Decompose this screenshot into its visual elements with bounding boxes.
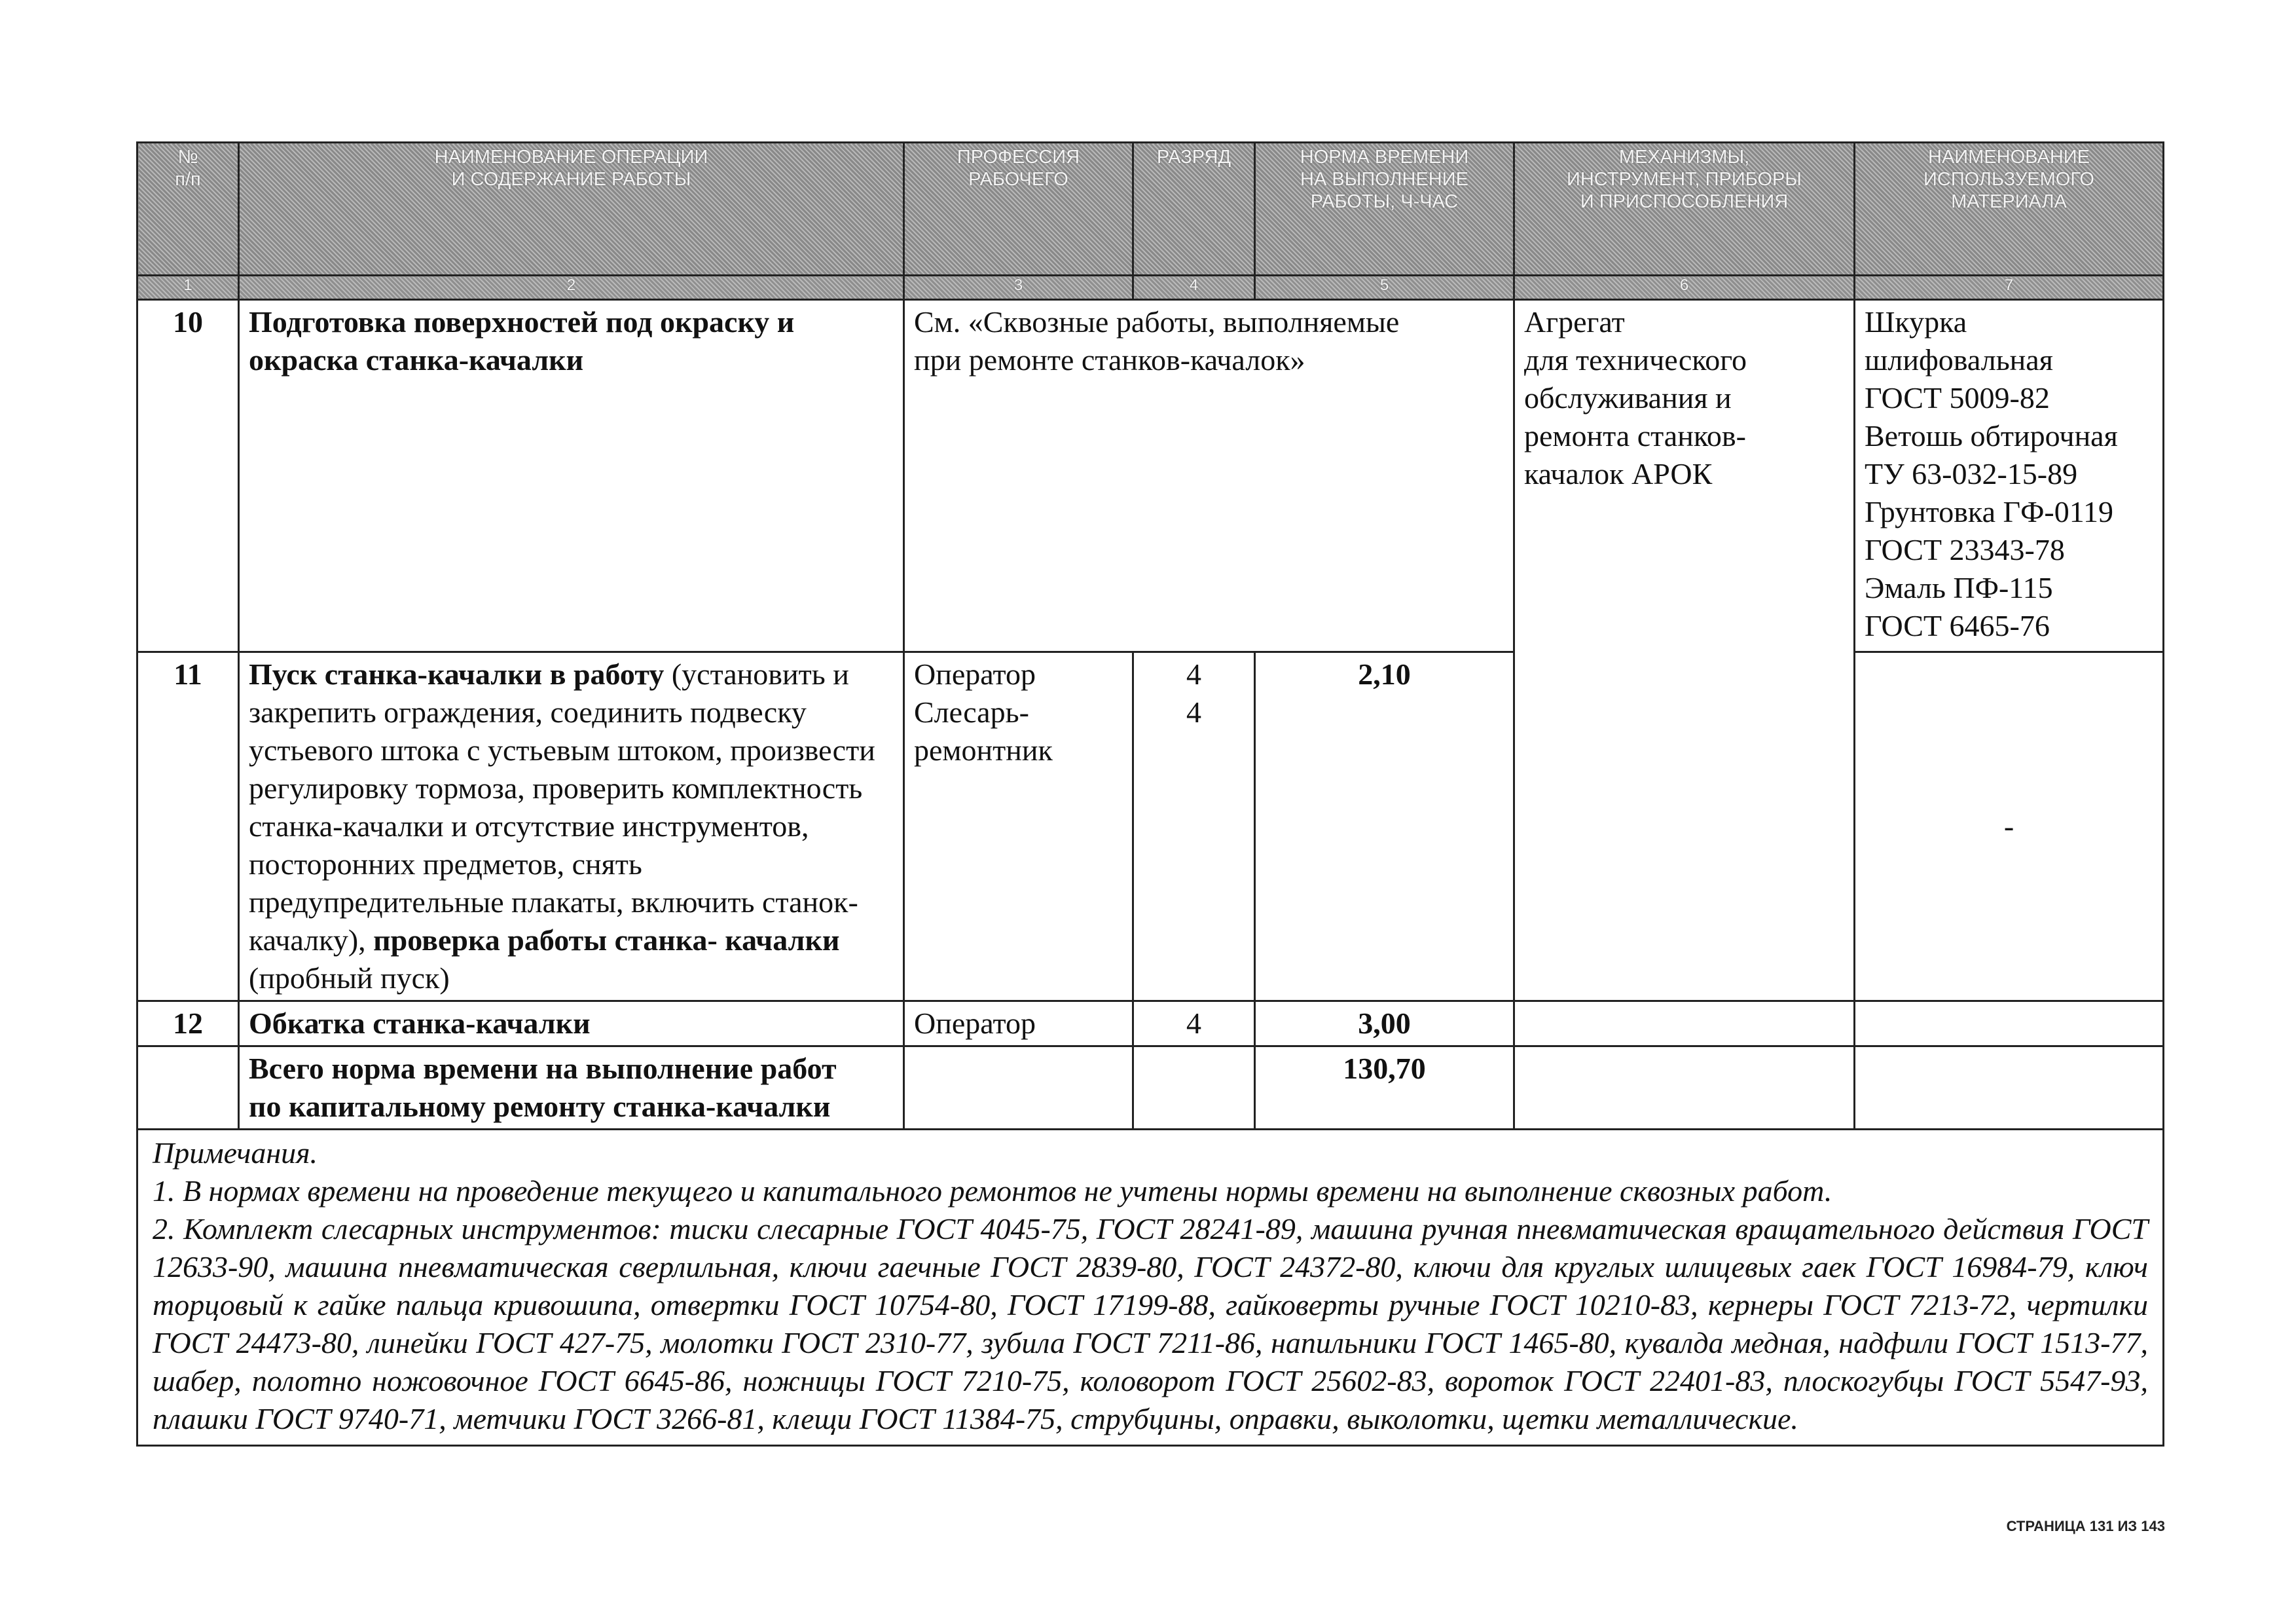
time-cell: 2,10 xyxy=(1255,652,1514,1001)
profession-cell: Оператор xyxy=(904,1001,1133,1046)
work-norms-table xyxy=(136,141,2164,1447)
material-cell: - xyxy=(1855,652,2164,1001)
grade-cell xyxy=(1133,1046,1255,1130)
table-row-10 xyxy=(137,300,2164,652)
column-numbers-row xyxy=(137,276,2164,300)
total-label-cell: Всего норма времени на выполнение работ по капитальному ремонту станка-качалки xyxy=(239,1046,904,1130)
table-row-total xyxy=(137,1046,2164,1130)
material-cell: Шкурка шлифовальная ГОСТ 5009-82 Ветошь обтирочная ТУ 63-032-15-89 Грунтовка ГФ-0119 ГОСТ 23343-78 Эмаль ПФ-115 ГОСТ 6465-76 xyxy=(1855,300,2164,652)
tools-cell xyxy=(1514,1001,1855,1046)
grade-cell: 4 xyxy=(1133,1001,1255,1046)
column-number: 3 xyxy=(904,276,1133,300)
time-cell: 3,00 xyxy=(1255,1001,1514,1046)
reference-cell: См. «Сквозные работы, выполняемые при ремонте станков-качалок» xyxy=(904,300,1514,652)
profession-cell xyxy=(904,1046,1133,1130)
header-tools: МЕХАНИЗМЫ, ИНСТРУМЕНТ, ПРИБОРЫ И ПРИСПОСОБЛЕНИЯ xyxy=(1514,143,1855,276)
header-operation: НАИМЕНОВАНИЕ ОПЕРАЦИИ И СОДЕРЖАНИЕ РАБОТЫ xyxy=(239,143,904,276)
note-2: 2. Комплект слесарных инструментов: тиски слесарные ГОСТ 4045-75, ГОСТ 28241-89, машина ручная пневматическая вращательного действия ГОСТ 12633-90, машина пневматическая сверлильная, ключи гаечные ГОСТ 2839-80, ГОСТ 24372-80, ключи для круглых шлицевых гаек ГОСТ 16984-79, ключ торцовый к гайке пальца кривошипа, отвертки ГОСТ 10754-80, ГОСТ 17199-88, гайковерты ручные ГОСТ 10210-83, кернеры ГОСТ 7213-72, чертилки ГОСТ 24473-80, линейки ГОСТ 427-75, молотки ГОСТ 2310-77, зубила ГОСТ 7211-86, напильники ГОСТ 1465-80, кувалда медная, надфили ГОСТ 1513-77, шабер, полотно ножовочное ГОСТ 6645-86, ножницы ГОСТ 7210-75, коловорот ГОСТ 25602-83, вороток ГОСТ 22401-83, плоскогубцы ГОСТ 5547-93, плашки ГОСТ 9740-71, метчики ГОСТ 3266-81, клещи ГОСТ 11384-75, струбцины, оправки, выколотки, щетки металлические. xyxy=(153,1212,2148,1435)
header-time-norm: НОРМА ВРЕМЕНИ НА ВЫПОЛНЕНИЕ РАБОТЫ, Ч-ЧАС xyxy=(1255,143,1514,276)
header-num: № п/п xyxy=(137,143,239,276)
header-profession: ПРОФЕССИЯ РАБОЧЕГО xyxy=(904,143,1133,276)
column-number: 5 xyxy=(1255,276,1514,300)
header-material: НАИМЕНОВАНИЕ ИСПОЛЬЗУЕМОГО МАТЕРИАЛА xyxy=(1855,143,2164,276)
note-1: 1. В нормах времени на проведение текущего и капитального ремонтов не учтены нормы времени на выполнение сквозных работ. xyxy=(153,1174,1832,1208)
notes-cell xyxy=(137,1130,2164,1446)
notes-title: Примечания. xyxy=(153,1136,318,1170)
tools-cell: Агрегат для технического обслуживания и ремонта станков- качалок АРОК xyxy=(1514,300,1855,1001)
profession-cell: Оператор Слесарь- ремонтник xyxy=(904,652,1133,1001)
operation-cell: Подготовка поверхностей под окраску и окраска станка-качалки xyxy=(239,300,904,652)
header-grade: РАЗРЯД xyxy=(1133,143,1255,276)
row-number xyxy=(137,1046,239,1130)
table-row-11 xyxy=(137,652,2164,1001)
page-counter: СТРАНИЦА 131 ИЗ 143 xyxy=(2006,1518,2165,1534)
column-number: 7 xyxy=(1855,276,2164,300)
header-row xyxy=(137,143,2164,276)
column-number: 2 xyxy=(239,276,904,300)
row-number: 10 xyxy=(137,300,239,652)
column-number: 4 xyxy=(1133,276,1255,300)
total-time-cell: 130,70 xyxy=(1255,1046,1514,1130)
material-cell xyxy=(1855,1046,2164,1130)
row-number: 12 xyxy=(137,1001,239,1046)
grade-cell: 4 4 xyxy=(1133,652,1255,1001)
operation-cell: Пуск станка-качалки в работу (установить и закрепить ограждения, соединить подвеску устьевого штока с устьевым штоком, произвести регулировку тормоза, проверить комплектность станка-качалки и отсутствие инструментов, посторонних предметов, снять предупредительные плакаты, включить станок-качалку), проверка работы станка- качалки (пробный пуск) xyxy=(239,652,904,1001)
notes-row xyxy=(137,1130,2164,1446)
column-number: 1 xyxy=(137,276,239,300)
material-cell xyxy=(1855,1001,2164,1046)
table-row-12 xyxy=(137,1001,2164,1046)
row-number: 11 xyxy=(137,652,239,1001)
operation-cell: Обкатка станка-качалки xyxy=(239,1001,904,1046)
tools-cell xyxy=(1514,1046,1855,1130)
column-number: 6 xyxy=(1514,276,1855,300)
